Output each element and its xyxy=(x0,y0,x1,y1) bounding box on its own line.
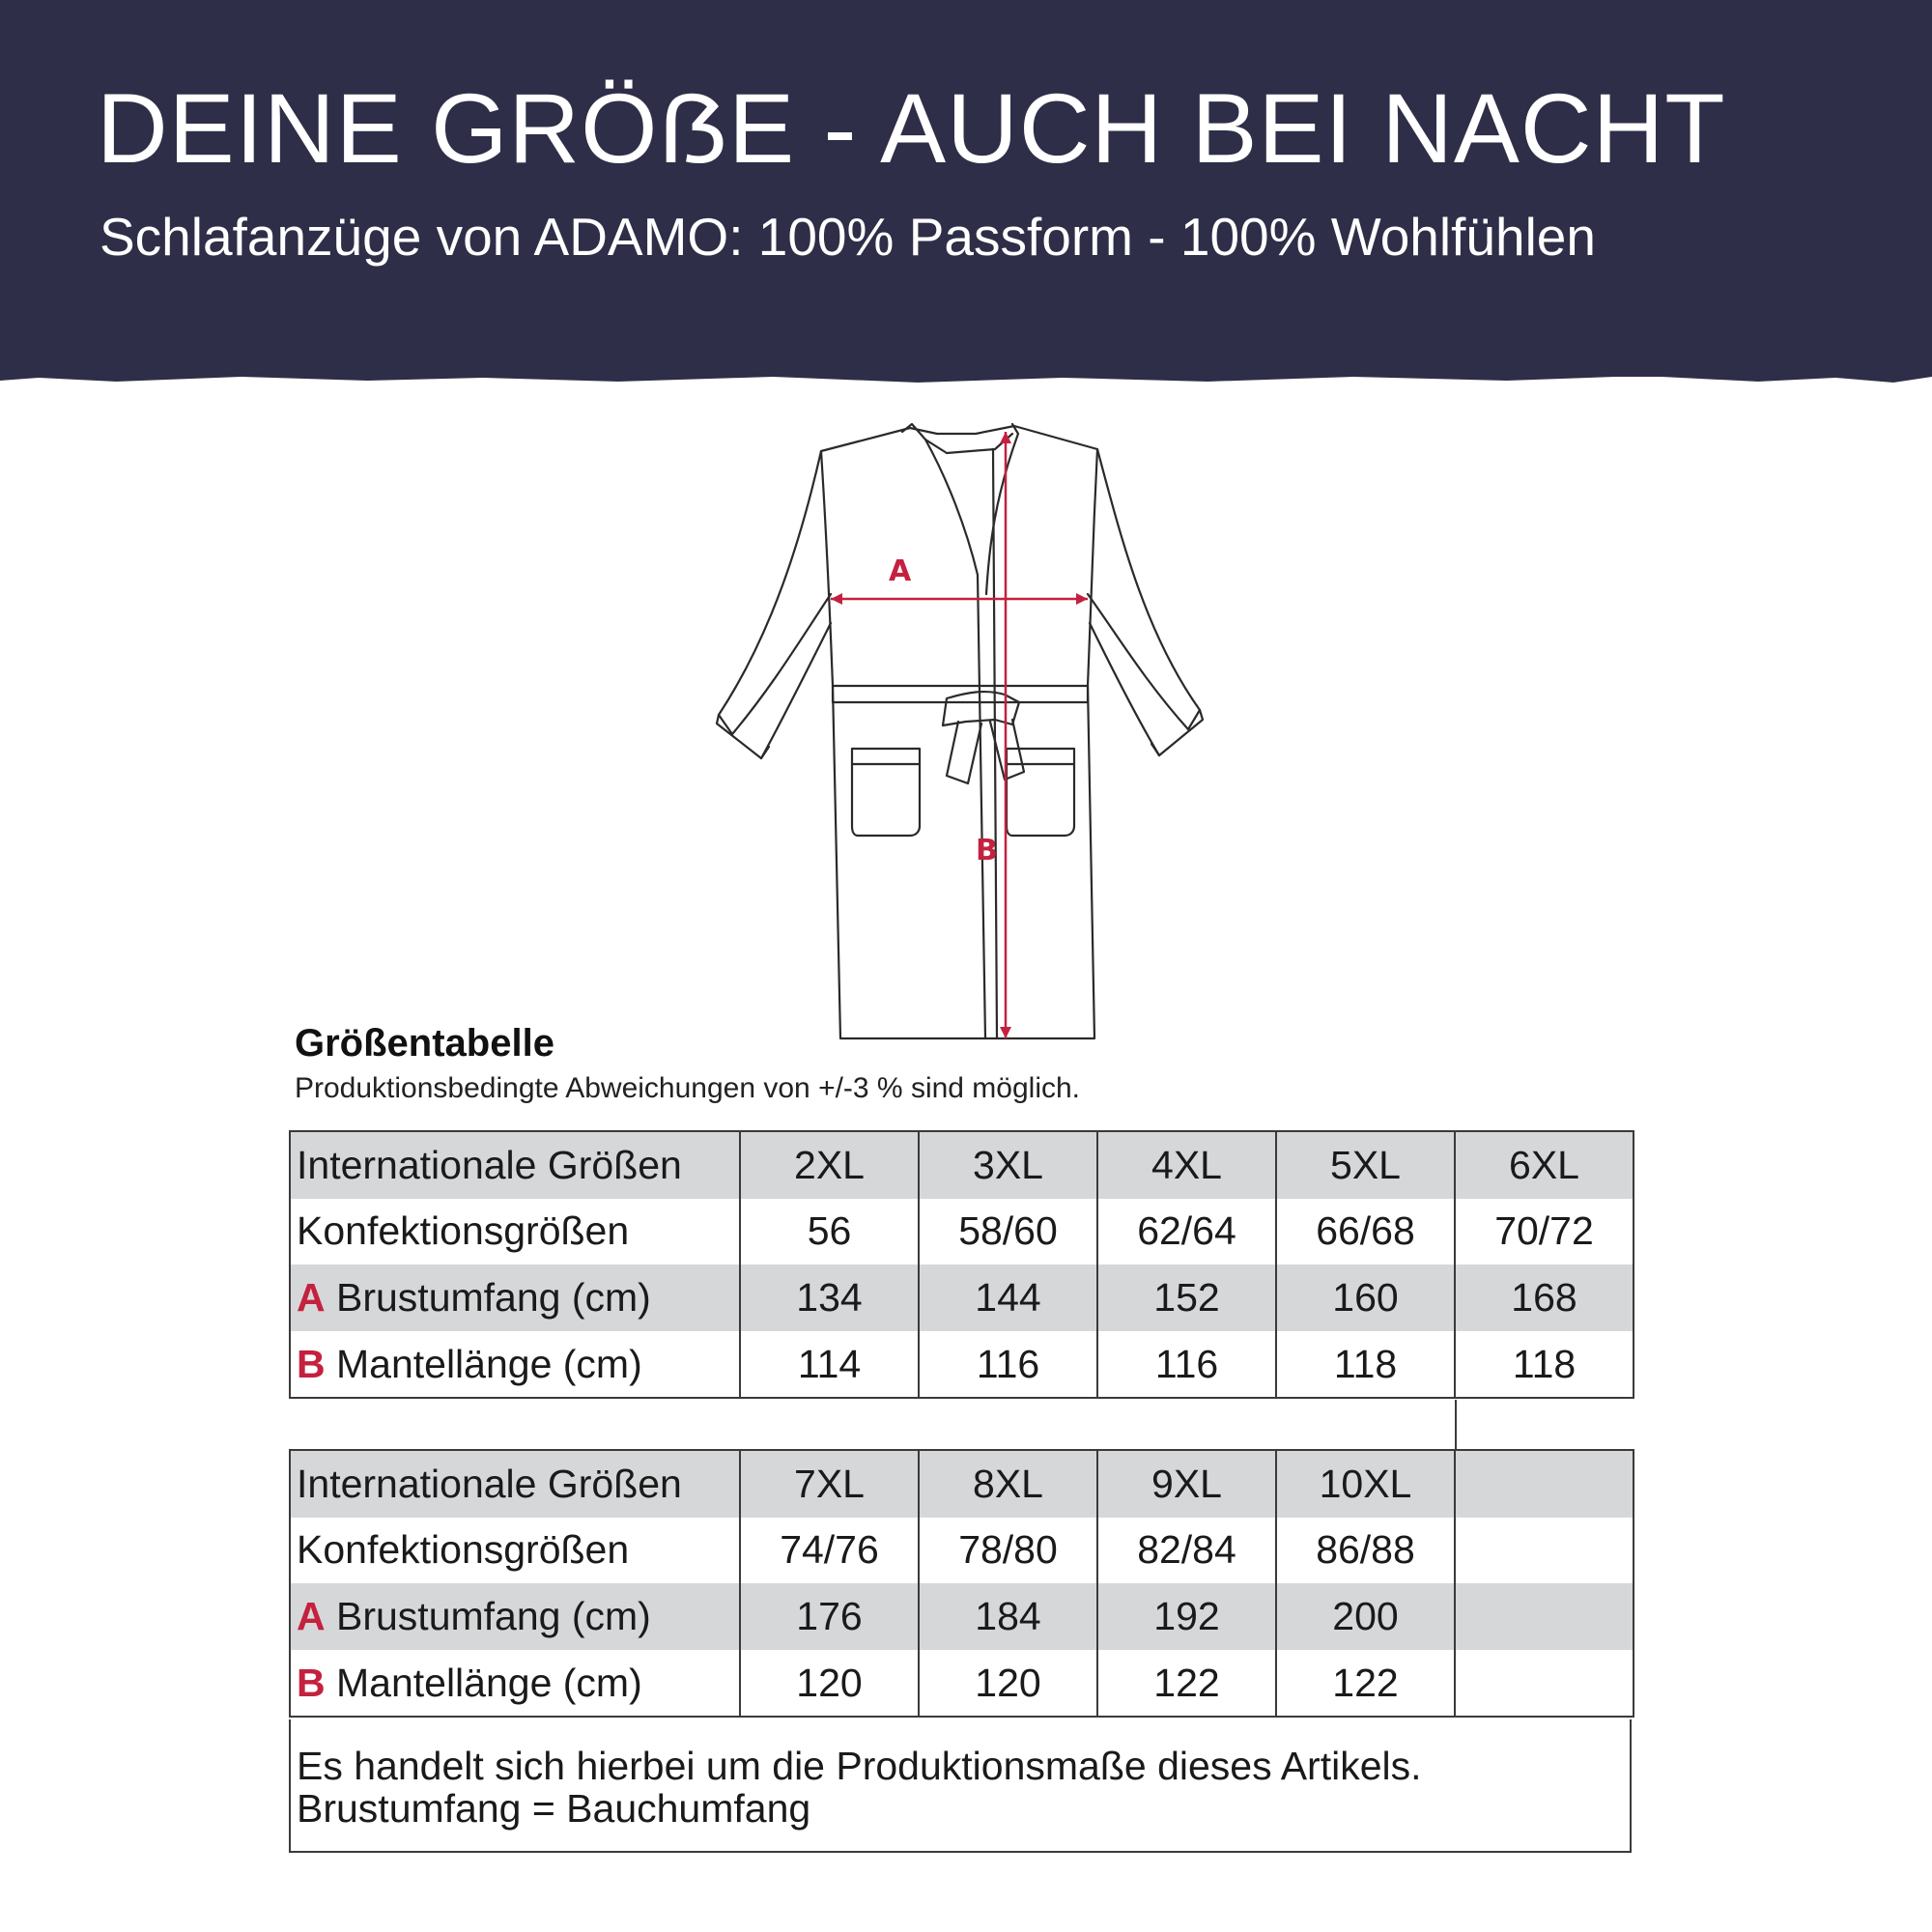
table-row-brustumfang xyxy=(290,1583,1634,1650)
measure-letter-a: A xyxy=(297,1274,326,1320)
table-cell: 116 xyxy=(1097,1331,1276,1399)
table-cell: 10XL xyxy=(1276,1450,1455,1518)
table-cell: 74/76 xyxy=(740,1518,919,1584)
row-label: Internationale Größen xyxy=(290,1450,740,1518)
row-label: Internationale Größen xyxy=(290,1131,740,1199)
footnote-line: Es handelt sich hierbei um die Produktionsmaße dieses Artikels. xyxy=(297,1744,1422,1788)
table-cell: 6XL xyxy=(1455,1131,1634,1199)
table-cell: 66/68 xyxy=(1276,1199,1455,1265)
measure-a-arrow xyxy=(831,593,1088,605)
table-row-konfektion xyxy=(290,1518,1634,1584)
table-cell: 118 xyxy=(1455,1331,1634,1399)
table-cell: 56 xyxy=(740,1199,919,1265)
page-title: DEINE GRÖẞE - AUCH BEI NACHT xyxy=(97,73,1726,184)
table-cell: 134 xyxy=(740,1264,919,1331)
table-cell: 176 xyxy=(740,1583,919,1650)
table-cell xyxy=(1455,1583,1634,1650)
robe-pocket-right xyxy=(1007,749,1074,836)
table-cell: 120 xyxy=(740,1650,919,1718)
bathrobe-diagram xyxy=(705,420,1208,1048)
size-chart-title: Größentabelle xyxy=(295,1022,554,1065)
size-table-2 xyxy=(289,1449,1634,1718)
size-chart-note: Produktionsbedingte Abweichungen von +/-3 % sind möglich. xyxy=(295,1072,1081,1104)
robe-right-shoulder xyxy=(1014,426,1200,729)
robe-belt-knot xyxy=(943,692,1019,725)
robe-collar-left xyxy=(902,424,985,1038)
table-cell: 2XL xyxy=(740,1131,919,1199)
table-cell: 7XL xyxy=(740,1450,919,1518)
table-cell xyxy=(1455,1650,1634,1718)
row-label: A Brustumfang (cm) xyxy=(290,1583,740,1650)
measure-letter-b: B xyxy=(297,1341,326,1386)
robe-left-body xyxy=(821,451,985,1038)
row-label: B Mantellänge (cm) xyxy=(290,1650,740,1718)
footnote-line: Brustumfang = Bauchumfang xyxy=(297,1786,811,1831)
table-cell: 192 xyxy=(1097,1583,1276,1650)
size-table-1 xyxy=(289,1130,1634,1399)
measure-a-label: A xyxy=(889,554,912,588)
banner-brush-edge xyxy=(0,357,1932,390)
table-cell: 168 xyxy=(1455,1264,1634,1331)
table-cell: 200 xyxy=(1276,1583,1455,1650)
table-row-brustumfang xyxy=(290,1264,1634,1331)
robe-lapel-inner xyxy=(925,434,1012,453)
table-divider-line xyxy=(1455,1400,1457,1449)
table-cell: 184 xyxy=(919,1583,1097,1650)
table-cell: 122 xyxy=(1097,1650,1276,1718)
table-cell: 118 xyxy=(1276,1331,1455,1399)
measure-letter-a: A xyxy=(297,1593,326,1638)
table-cell xyxy=(1455,1518,1634,1584)
table-cell: 5XL xyxy=(1276,1131,1455,1199)
table-cell: 160 xyxy=(1276,1264,1455,1331)
robe-belt-tail-left xyxy=(947,722,981,783)
table-cell: 58/60 xyxy=(919,1199,1097,1265)
table-cell: 152 xyxy=(1097,1264,1276,1331)
measure-letter-b: B xyxy=(297,1660,326,1705)
table-row-international xyxy=(290,1450,1634,1518)
table-cell: 8XL xyxy=(919,1450,1097,1518)
row-label: Konfektionsgrößen xyxy=(290,1518,740,1584)
size-chart-footnote xyxy=(289,1719,1632,1853)
table-cell: 62/64 xyxy=(1097,1199,1276,1265)
row-label: A Brustumfang (cm) xyxy=(290,1264,740,1331)
table-cell: 120 xyxy=(919,1650,1097,1718)
table-row-international xyxy=(290,1131,1634,1199)
measure-b-label: B xyxy=(976,834,998,867)
robe-right-body xyxy=(985,449,1097,1038)
robe-pocket-left xyxy=(852,749,920,836)
page-subtitle: Schlafanzüge von ADAMO: 100% Passform - 100% Wohlfühlen xyxy=(99,207,1596,267)
measure-b-arrow xyxy=(1000,432,1011,1038)
table-cell: 78/80 xyxy=(919,1518,1097,1584)
table-cell: 4XL xyxy=(1097,1131,1276,1199)
table-cell: 86/88 xyxy=(1276,1518,1455,1584)
table-cell: 70/72 xyxy=(1455,1199,1634,1265)
table-row-mantellaenge xyxy=(290,1331,1634,1399)
table-row-mantellaenge xyxy=(290,1650,1634,1718)
robe-left-sleeve-inner xyxy=(761,623,831,758)
table-cell: 144 xyxy=(919,1264,1097,1331)
table-cell: 82/84 xyxy=(1097,1518,1276,1584)
table-cell xyxy=(1455,1450,1634,1518)
robe-left-shoulder xyxy=(719,428,910,734)
table-cell: 116 xyxy=(919,1331,1097,1399)
robe-collar-outline xyxy=(910,426,1014,434)
table-cell: 9XL xyxy=(1097,1450,1276,1518)
table-row-konfektion xyxy=(290,1199,1634,1265)
table-cell: 3XL xyxy=(919,1131,1097,1199)
row-label: Konfektionsgrößen xyxy=(290,1199,740,1265)
row-label: B Mantellänge (cm) xyxy=(290,1331,740,1399)
robe-right-sleeve-inner xyxy=(1090,623,1159,755)
table-cell: 122 xyxy=(1276,1650,1455,1718)
header-banner xyxy=(0,0,1932,377)
table-cell: 114 xyxy=(740,1331,919,1399)
